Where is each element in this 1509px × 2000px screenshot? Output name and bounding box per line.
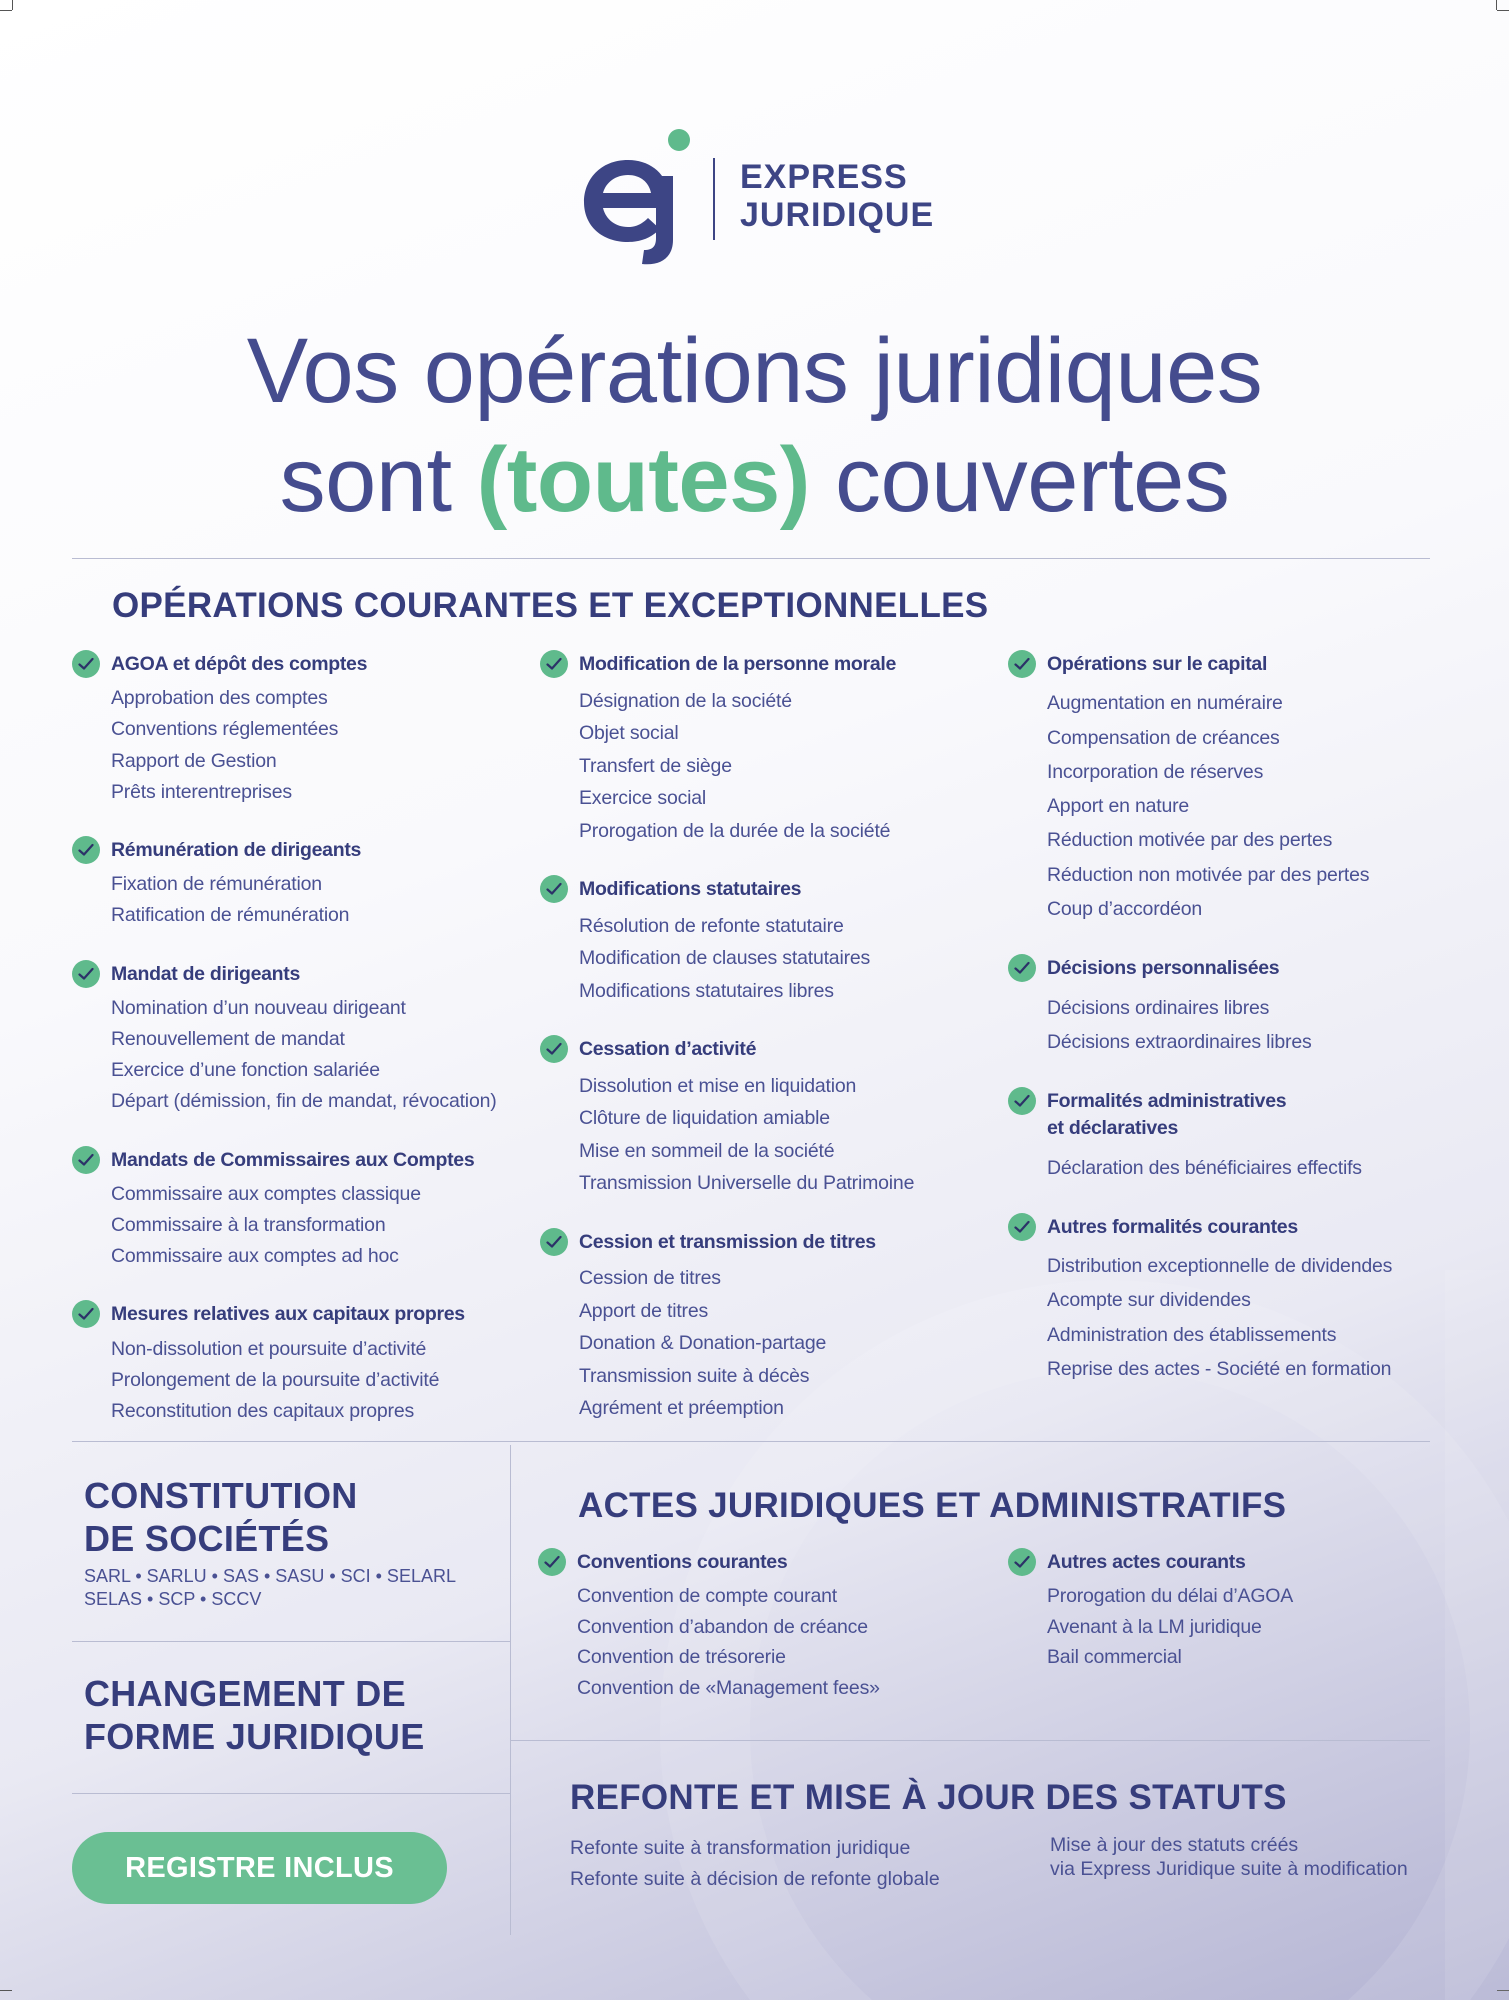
operation-item-list bbox=[577, 1581, 880, 1704]
operation-group-title: AGOA et dépôt des comptes bbox=[111, 653, 368, 675]
divider bbox=[72, 1793, 510, 1794]
operation-item-list bbox=[111, 993, 497, 1118]
check-icon bbox=[540, 1035, 568, 1063]
operation-group-title: Rémunération de dirigeants bbox=[111, 839, 362, 861]
refonte-item: via Express Juridique suite à modification bbox=[1050, 1858, 1408, 1880]
vertical-divider bbox=[510, 1445, 511, 1935]
operation-group-title: Modification de la personne morale bbox=[579, 653, 897, 675]
brand-name-line1: EXPRESS bbox=[740, 158, 908, 196]
operation-item-list bbox=[1047, 991, 1312, 1060]
operation-item-list bbox=[579, 910, 870, 1008]
check-icon bbox=[1008, 650, 1036, 678]
operation-item: Réduction motivée par des pertes bbox=[1047, 829, 1333, 852]
operation-group-title: Mandat de dirigeants bbox=[111, 962, 301, 985]
operation-item-list bbox=[1047, 1581, 1293, 1673]
refonte-title: REFONTE ET MISE À JOUR DES STATUTS bbox=[570, 1778, 1287, 1817]
refonte-item: Mise à jour des statuts créés bbox=[1050, 1834, 1299, 1856]
check-icon bbox=[72, 1300, 100, 1328]
refonte-right-list bbox=[1050, 1833, 1408, 1881]
company-forms-line1: SARL • SARLU • SAS • SASU • SCI • SELARL bbox=[84, 1566, 456, 1586]
operation-item: Commissaire aux comptes ad hoc bbox=[111, 1245, 399, 1268]
headline-part: couvertes bbox=[809, 429, 1230, 531]
check-icon bbox=[540, 875, 568, 903]
operation-item: Reconstitution des capitaux propres bbox=[111, 1399, 415, 1422]
check-icon bbox=[72, 960, 100, 988]
operation-item: Convention de trésorerie bbox=[577, 1646, 786, 1669]
check-icon bbox=[1008, 1213, 1036, 1241]
refonte-item: Refonte suite à transformation juridique bbox=[570, 1837, 911, 1859]
operation-group-title: Mandats de Commissaires aux Comptes bbox=[111, 1148, 475, 1171]
operation-item-list bbox=[111, 683, 338, 808]
operation-item: Transmission suite à décès bbox=[579, 1364, 810, 1387]
check-icon bbox=[72, 650, 100, 678]
operation-item: Ratification de rémunération bbox=[111, 904, 350, 927]
operation-item: Conventions réglementées bbox=[111, 718, 339, 741]
operation-item-list bbox=[111, 869, 349, 931]
operation-item: Modification de clauses statutaires bbox=[579, 947, 871, 969]
crop-mark bbox=[1497, 10, 1509, 11]
constitution-title-line2: DE SOCIÉTÉS bbox=[84, 1518, 330, 1559]
operation-item: Cession de titres bbox=[579, 1267, 721, 1289]
operation-group-title: Formalités administratives bbox=[1047, 1090, 1287, 1113]
operation-item: Reprise des actes - Société en formation bbox=[1047, 1358, 1392, 1381]
constitution-title bbox=[84, 1474, 358, 1560]
operation-item: Convention de «Management fees» bbox=[577, 1677, 880, 1700]
operations-title: OPÉRATIONS COURANTES ET EXCEPTIONNELLES bbox=[112, 586, 989, 625]
divider bbox=[72, 1641, 510, 1642]
operation-item: Administration des établissements bbox=[1047, 1323, 1337, 1346]
operation-item: Réduction non motivée par des pertes bbox=[1047, 863, 1370, 886]
operation-item: Acompte sur dividendes bbox=[1047, 1289, 1251, 1312]
operation-item: Objet social bbox=[579, 722, 679, 744]
headline-accent: (toutes) bbox=[476, 429, 810, 531]
logo-separator bbox=[713, 158, 715, 240]
operation-item: Bail commercial bbox=[1047, 1646, 1182, 1669]
company-forms-line2: SELAS • SCP • SCCV bbox=[84, 1589, 262, 1609]
operation-item: Renouvellement de mandat bbox=[111, 1027, 345, 1050]
check-icon bbox=[1008, 1548, 1036, 1576]
operation-item: Mise en sommeil de la société bbox=[579, 1139, 835, 1162]
operation-group-title: Mesures relatives aux capitaux propres bbox=[111, 1303, 465, 1326]
operation-item: Prolongement de la poursuite d’activité bbox=[111, 1368, 440, 1391]
headline-line2 bbox=[0, 425, 1509, 535]
crop-mark bbox=[1496, 0, 1497, 10]
operation-item: Prêts interentreprises bbox=[111, 780, 292, 803]
operation-item: Nomination d’un nouveau dirigeant bbox=[111, 996, 406, 1019]
operation-item-list bbox=[1047, 1151, 1362, 1185]
operation-item-list bbox=[111, 1334, 439, 1428]
operation-item: Exercice d’une fonction salariée bbox=[111, 1059, 380, 1082]
operation-group-title: Cessation d’activité bbox=[579, 1038, 757, 1060]
check-icon bbox=[1008, 1087, 1036, 1115]
crop-mark bbox=[12, 0, 13, 10]
watermark-j-shape bbox=[1445, 1270, 1509, 2000]
headline-line1: Vos opérations juridiques bbox=[246, 320, 1263, 422]
operation-item-list bbox=[1047, 686, 1369, 926]
operation-item-list bbox=[111, 1179, 421, 1273]
changement-title-line2: FORME JURIDIQUE bbox=[84, 1716, 425, 1757]
constitution-title-line1: CONSTITUTION bbox=[84, 1475, 358, 1516]
operation-group-title: Autres actes courants bbox=[1047, 1551, 1246, 1573]
operation-item: Transfert de siège bbox=[579, 754, 732, 777]
operation-item: Convention de compte courant bbox=[577, 1584, 837, 1607]
operation-item: Décisions extraordinaires libres bbox=[1047, 1030, 1312, 1053]
operation-item: Apport de titres bbox=[579, 1299, 709, 1322]
operation-group-title: Modifications statutaires bbox=[579, 878, 802, 900]
operation-item: Commissaire aux comptes classique bbox=[111, 1182, 421, 1205]
operation-group-title: Décisions personnalisées bbox=[1047, 957, 1280, 980]
operation-item: Modifications statutaires libres bbox=[579, 979, 834, 1002]
divider bbox=[72, 1441, 1430, 1442]
refonte-left-list bbox=[570, 1833, 940, 1895]
operation-item-list bbox=[579, 685, 890, 848]
operation-item: Augmentation en numéraire bbox=[1047, 692, 1283, 715]
operation-item: Prorogation du délai d’AGOA bbox=[1047, 1584, 1294, 1607]
actes-title: ACTES JURIDIQUES ET ADMINISTRATIFS bbox=[578, 1486, 1287, 1525]
operation-item: Apport en nature bbox=[1047, 795, 1190, 818]
operation-item-list bbox=[1047, 1249, 1392, 1386]
operation-group-title: Cession et transmission de titres bbox=[579, 1230, 876, 1253]
operation-item: Désignation de la société bbox=[579, 689, 792, 712]
check-icon bbox=[72, 1146, 100, 1174]
operation-item: Non-dissolution et poursuite d’activité bbox=[111, 1337, 427, 1360]
operation-item: Décisions ordinaires libres bbox=[1047, 996, 1270, 1019]
divider bbox=[510, 1740, 1430, 1741]
operation-item: Coup d’accordéon bbox=[1047, 898, 1203, 921]
operation-group-title-line2: et déclaratives bbox=[1047, 1117, 1179, 1140]
operation-item-list bbox=[579, 1070, 914, 1200]
operation-group-title: Autres formalités courantes bbox=[1047, 1215, 1298, 1238]
operation-item-list bbox=[579, 1262, 826, 1425]
brand-logo bbox=[580, 128, 940, 268]
operation-item: Approbation des comptes bbox=[111, 687, 328, 710]
operation-item: Exercice social bbox=[579, 787, 707, 809]
operation-item: Incorporation de réserves bbox=[1047, 760, 1264, 783]
operation-item: Compensation de créances bbox=[1047, 726, 1280, 749]
operation-item: Rapport de Gestion bbox=[111, 749, 277, 772]
brand-name-line2: JURIDIQUE bbox=[740, 196, 935, 234]
company-forms bbox=[84, 1565, 456, 1611]
check-icon bbox=[72, 836, 100, 864]
check-icon bbox=[538, 1548, 566, 1576]
check-icon bbox=[1008, 954, 1036, 982]
operation-item: Transmission Universelle du Patrimoine bbox=[579, 1172, 915, 1194]
operation-item: Fixation de rémunération bbox=[111, 873, 322, 896]
registre-inclus-badge: REGISTRE INCLUS bbox=[72, 1832, 447, 1904]
crop-mark bbox=[0, 10, 12, 11]
refonte-item: Refonte suite à décision de refonte globale bbox=[570, 1868, 940, 1890]
changement-title-line1: CHANGEMENT DE bbox=[84, 1673, 406, 1714]
check-icon bbox=[540, 1228, 568, 1256]
operation-item: Prorogation de la durée de la société bbox=[579, 819, 891, 842]
operation-group-title: Conventions courantes bbox=[577, 1551, 788, 1573]
ej-logo-icon bbox=[580, 128, 700, 268]
operation-item: Clôture de liquidation amiable bbox=[579, 1107, 830, 1129]
operation-group-title: Opérations sur le capital bbox=[1047, 653, 1268, 675]
operation-item: Donation & Donation-partage bbox=[579, 1332, 827, 1354]
divider bbox=[72, 558, 1430, 559]
crop-mark bbox=[0, 1990, 12, 1991]
headline-part: sont bbox=[279, 429, 477, 531]
check-icon bbox=[540, 650, 568, 678]
changement-title bbox=[84, 1672, 425, 1758]
operation-item: Agrément et préemption bbox=[579, 1397, 784, 1419]
operation-item: Avenant à la LM juridique bbox=[1047, 1615, 1262, 1638]
operation-item: Distribution exceptionnelle de dividendes bbox=[1047, 1255, 1393, 1278]
operation-item: Résolution de refonte statutaire bbox=[579, 914, 844, 937]
operation-item: Dissolution et mise en liquidation bbox=[579, 1074, 857, 1097]
operation-item: Convention d’abandon de créance bbox=[577, 1615, 868, 1638]
operation-item: Déclaration des bénéficiaires effectifs bbox=[1047, 1156, 1362, 1179]
operation-item: Commissaire à la transformation bbox=[111, 1213, 386, 1236]
operation-item: Départ (démission, fin de mandat, révocation) bbox=[111, 1090, 497, 1113]
